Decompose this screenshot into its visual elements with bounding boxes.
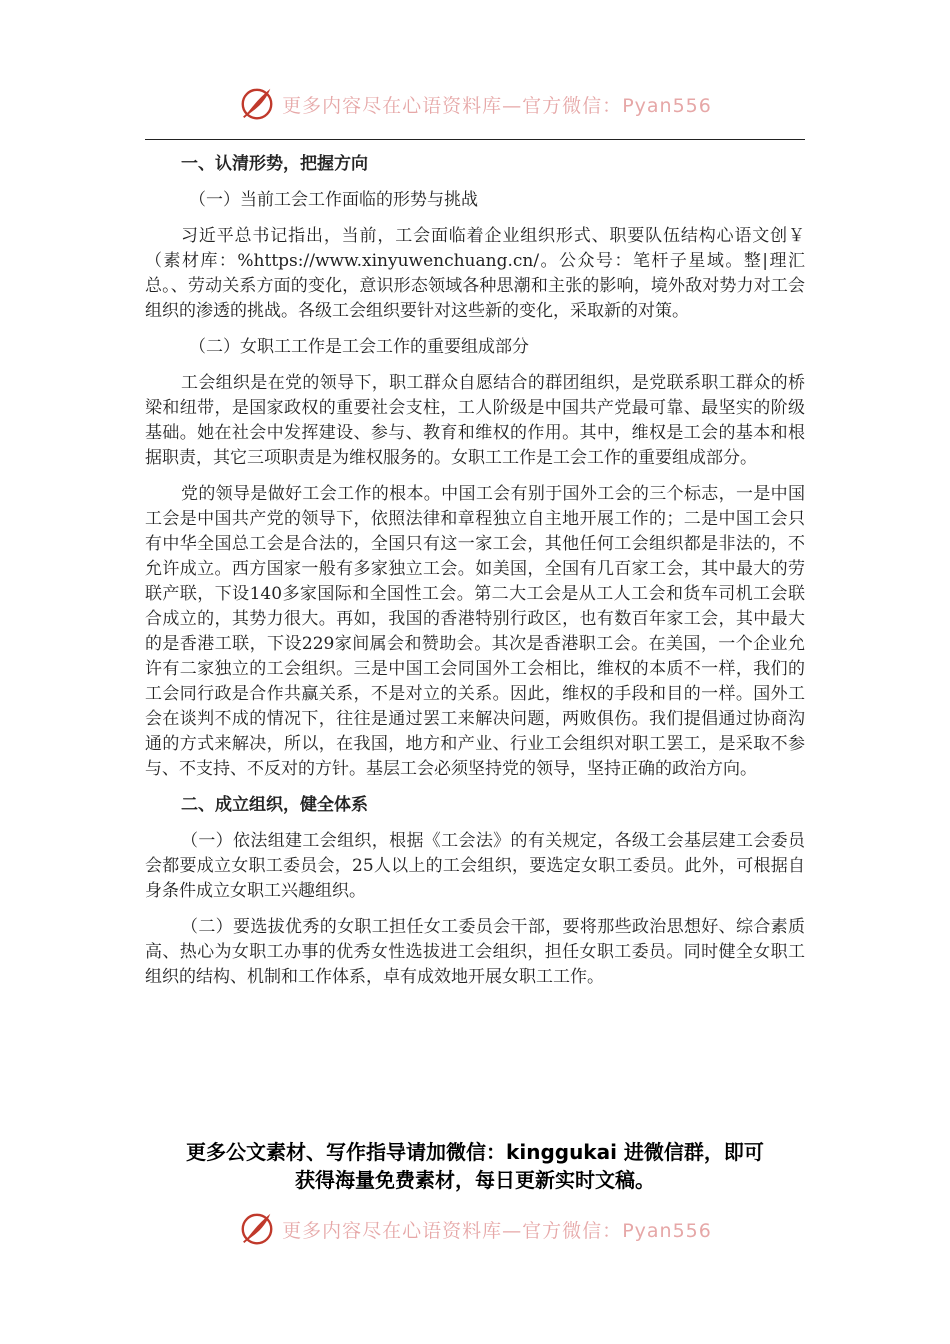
paragraph-2: 工会组织是在党的领导下，职工群众自愿结合的群团组织，是党联系职工群众的桥梁和纽带，是国家政权的重要社会支柱，工人阶级是中国共产党最可靠、最坚实的阶级基础。她在社会中发挥建设、参与、教育和维权的作用。其中，维权是工会的基本和根据职责，其它三项职责是为维权服务的。女职工工作是工会工作的重要组成部分。: [145, 373, 805, 468]
subheading-1-1: （一）当前工会工作面临的形势与挑战: [189, 190, 478, 210]
header-banner-text: 更多内容尽在心语资料库—官方微信：Pyan556: [282, 94, 712, 117]
footer-banner: [0, 1207, 950, 1251]
section-heading-2: 二、成立组织，健全体系: [181, 795, 368, 815]
footer-banner-text: 更多内容尽在心语资料库—官方微信：Pyan556: [282, 1219, 712, 1242]
subheading-1-2: （二）女职工工作是工会工作的重要组成部分: [189, 337, 529, 357]
header-banner: [0, 82, 950, 126]
quill-pen-logo-icon: [238, 1210, 276, 1248]
paragraph-3: 党的领导是做好工会工作的根本。中国工会有别于国外工会的三个标志，一是中国工会是中国共产党的领导下，依照法律和章程独立自主地开展工作的；二是中国工会只有中华全国总工会是合法的，全国只有这一家工会，其他任何工会组织都是非法的，不允许成立。西方国家一般有多家独立工会。如美国，全国有几百家工会，其中最大的劳联产联，下设140多家国际和全国性工会。第二大工会是从工人工会和货车司机工会联合成立的，其势力很大。再如，我国的香港特别行政区，也有数百年家工会，其中最大的是香港工联，下设229家间属会和赞助会。其次是香港职工会。在美国，一个企业允许有二家独立的工会组织。三是中国工会同国外工会相比，维权的本质不一样，我们的工会同行政是合作共赢关系，不是对立的关系。因此，维权的手段和目的一样。国外工会在谈判不成的情况下，往往是通过罢工来解决问题，两败俱伤。我们提倡通过协商沟通的方式来解决，所以，在我国，地方和产业、行业工会组织对职工罢工，是采取不参与、不支持、不反对的方针。基层工会必须坚持党的领导，坚持正确的政治方向。: [145, 484, 805, 779]
document-body: [145, 152, 805, 990]
quill-pen-logo-icon: [238, 85, 276, 123]
paragraph-4: （一）依法组建工会组织，根据《工会法》的有关规定，各级工会基层建工会委员会都要成立女职工委员会，25人以上的工会组织，要选定女职工委员。此外，可根据自身条件成立女职工兴趣组织。: [145, 831, 805, 901]
promo-line-1: 更多公文素材、写作指导请加微信：kinggukai 进微信群，即可: [186, 1140, 764, 1164]
promo-callout: [120, 1138, 830, 1194]
section-heading-1: 一、认清形势，把握方向: [181, 154, 368, 174]
paragraph-1: 习近平总书记指出，当前，工会面临着企业组织形式、职要队伍结构心语文创￥（素材库：%https://www.xinyuwenchuang.cn/。公众号：笔杆子星域。整|理汇总。、劳动关系方面的变化，意识形态领域各种思潮和主张的影响，境外敌对势力对工会组织的渗透的挑战。各级工会组织要针对这些新的变化，采取新的对策。: [145, 226, 805, 321]
promo-line-2: 获得海量免费素材，每日更新实时文稿。: [295, 1168, 655, 1192]
paragraph-5: （二）要选拔优秀的女职工担任女工委员会干部，要将那些政治思想好、综合素质高、热心为女职工办事的优秀女性选拔进工会组织，担任女职工委员。同时健全女职工组织的结构、机制和工作体系，卓有成效地开展女职工工作。: [145, 917, 805, 987]
header-divider: [145, 139, 805, 140]
